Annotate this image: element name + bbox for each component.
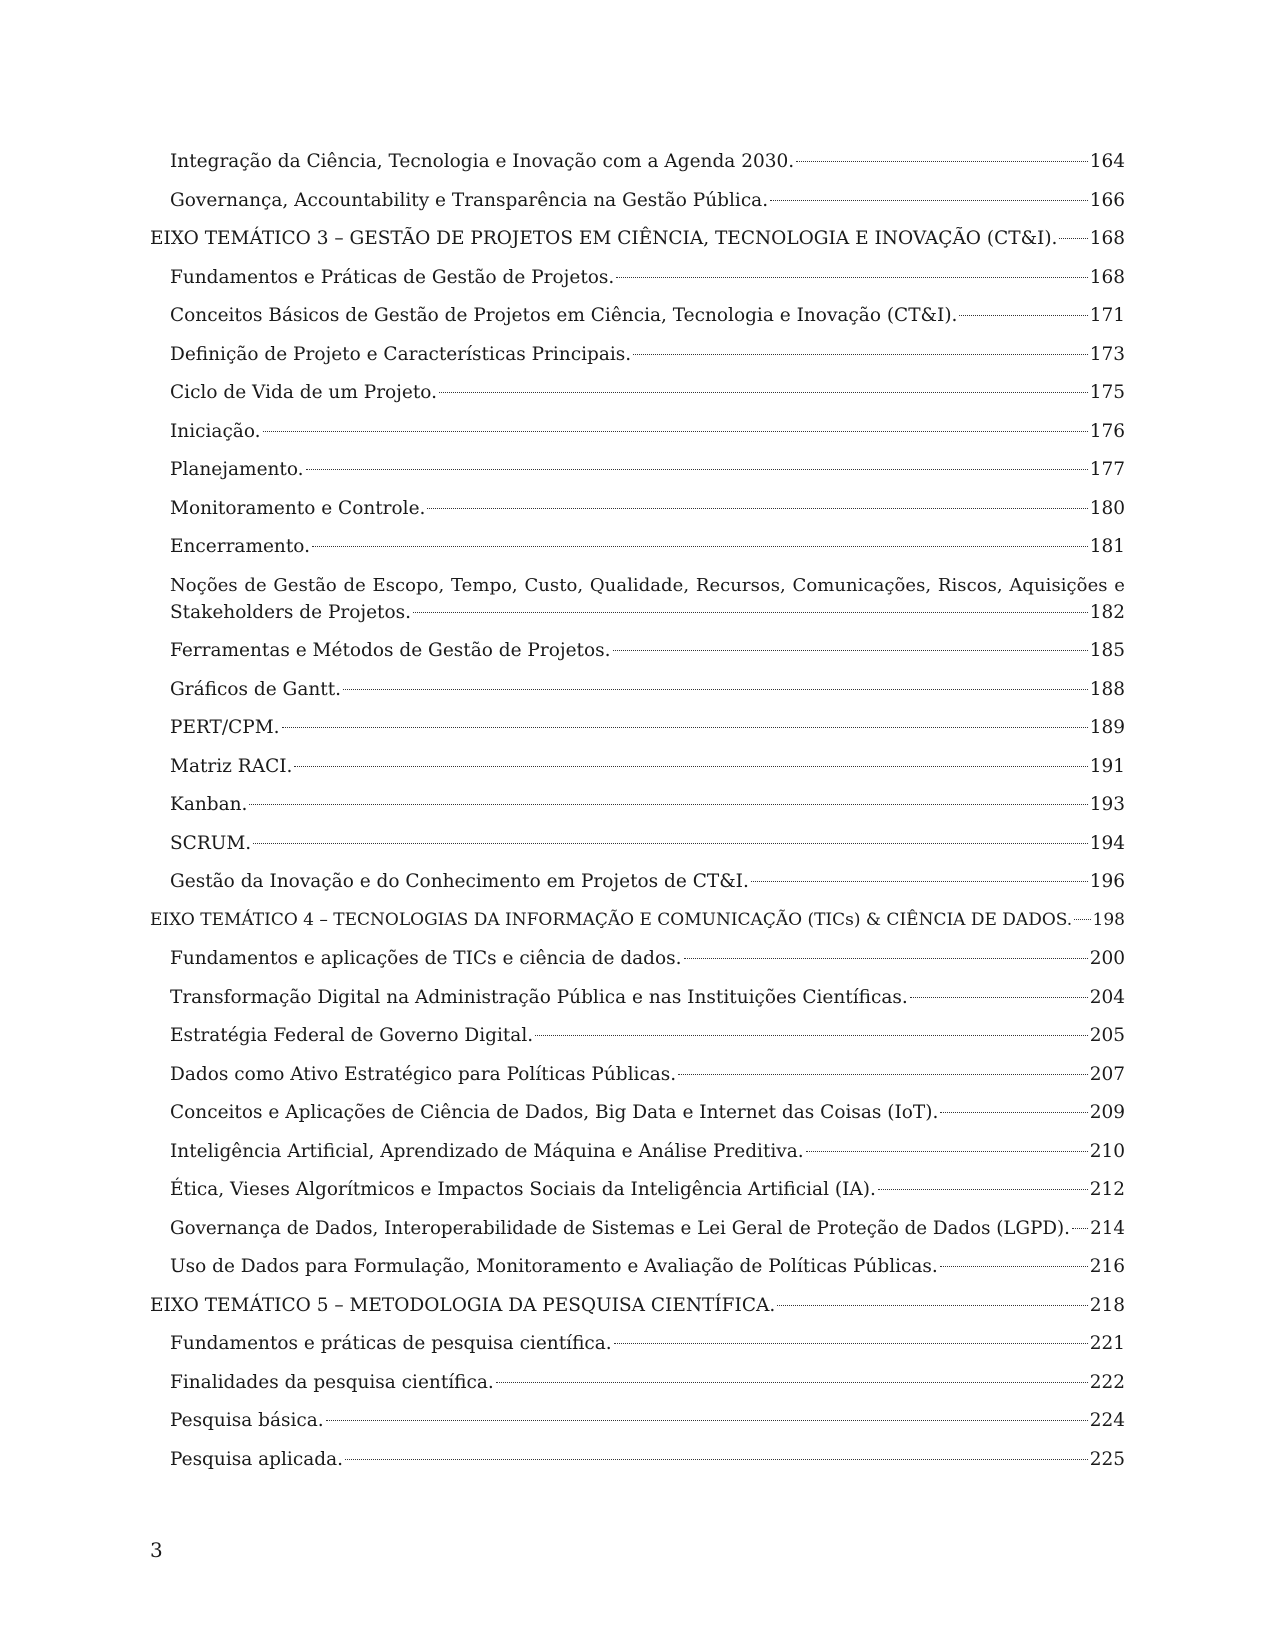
toc-entry-page: 214 [1090,1217,1125,1239]
toc-entry-title: Pesquisa aplicada. [170,1448,343,1470]
toc-entry-title: Ferramentas e Métodos de Gestão de Projetos. [170,640,611,661]
toc-entry[interactable] [150,1330,1125,1357]
toc-entry[interactable] [150,945,1125,972]
toc-entry[interactable] [150,572,1125,626]
toc-entry-title: Uso de Dados para Formulação, Monitoramento e Avaliação de Políticas Públicas. [170,1256,938,1277]
toc-entry-page: 166 [1089,189,1125,211]
toc-entry-title: Gestão da Inovação e do Conhecimento em Projetos de CT&I. [170,871,749,892]
dot-leader [343,689,1088,690]
toc-entry-page: 200 [1089,948,1125,969]
toc-entry-page: 181 [1089,536,1125,557]
toc-entry-title: Conceitos e Aplicações de Ciência de Dados, Big Data e Internet das Coisas (IoT). [170,1102,939,1123]
toc-entry-page: 171 [1089,305,1125,326]
toc-entry-title: Iniciação. [170,420,261,442]
toc-entry-page: 164 [1089,151,1125,172]
toc-entry-title: Fundamentos e aplicações de TICs e ciência de dados. [170,948,682,969]
toc-entry[interactable] [150,148,1125,175]
toc-entry-title-line1: Noções de Gestão de Escopo, Tempo, Custo, Qualidade, Recursos, Comunicações, Riscos, Aquisições e [170,574,1125,596]
toc-entry[interactable] [150,418,1125,445]
toc-entry-title: Fundamentos e Práticas de Gestão de Projetos. [170,266,615,288]
toc-entry[interactable] [150,533,1125,560]
toc-entry-page: 182 [1089,601,1125,623]
dot-leader [282,727,1088,728]
dot-leader [1059,238,1087,239]
toc-entry-title: Planejamento. [170,459,304,480]
toc-entry-page: 175 [1089,382,1125,403]
toc-entry-page: 207 [1089,1063,1125,1085]
dot-leader [312,546,1088,547]
dot-leader [684,958,1088,959]
toc-entry[interactable] [150,868,1125,895]
toc-entry-page: 168 [1089,266,1125,288]
toc-entry-page: 222 [1089,1371,1125,1393]
dot-leader [326,1420,1088,1421]
toc-entry-title: EIXO TEMÁTICO 4 – TECNOLOGIAS DA INFORMAÇÃO E COMUNICAÇÃO (TICs) & CIÊNCIA DE DADOS. [150,909,1073,930]
toc-entry-title: EIXO TEMÁTICO 5 – METODOLOGIA DA PESQUISA CIENTÍFICA. [150,1294,776,1316]
toc-entry[interactable] [150,1176,1125,1203]
toc-entry-page: 225 [1089,1448,1125,1470]
toc-entry-page: 173 [1089,343,1125,365]
toc-entry-title: Inteligência Artificial, Aprendizado de Máquina e Análise Preditiva. [170,1140,804,1162]
toc-entry-page: 189 [1089,717,1125,738]
toc-entry-title: Ciclo de Vida de um Projeto. [170,382,437,403]
dot-leader [496,1382,1088,1383]
toc-entry[interactable] [150,302,1125,329]
toc-entry-page: 210 [1089,1140,1125,1162]
toc-entry-page: 185 [1089,640,1125,661]
toc-section-entry[interactable] [150,1292,1125,1319]
toc-entry-title: Governança, Accountability e Transparência na Gestão Pública. [170,189,769,211]
dot-leader [751,881,1088,882]
dot-leader [777,1305,1087,1306]
toc-entry[interactable] [150,1215,1125,1242]
table-of-contents [150,148,1125,1484]
toc-entry[interactable] [150,791,1125,818]
toc-entry[interactable] [150,676,1125,703]
dot-leader [940,1112,1087,1113]
toc-entry-title: Matriz RACI. [170,755,293,777]
toc-entry[interactable] [150,341,1125,368]
dot-leader [1072,1228,1088,1229]
toc-entry-page: 205 [1089,1025,1125,1046]
toc-entry-title: Integração da Ciência, Tecnologia e Inovação com a Agenda 2030. [170,151,795,172]
toc-entry-page: 196 [1089,871,1125,892]
dot-leader [959,315,1087,316]
toc-entry-title: Fundamentos e práticas de pesquisa científica. [170,1333,612,1354]
toc-section-entry[interactable] [150,907,1125,934]
toc-entry-title: SCRUM. [170,832,252,854]
toc-entry-line2 [170,599,1125,626]
toc-entry[interactable] [150,1253,1125,1280]
toc-entry-page: 209 [1089,1102,1125,1123]
toc-entry-page: 168 [1089,228,1125,249]
page-number: 3 [150,1538,163,1562]
toc-entry[interactable] [150,1446,1125,1473]
toc-entry-title: Finalidades da pesquisa científica. [170,1371,494,1393]
toc-entry-title: Monitoramento e Controle. [170,497,426,519]
toc-entry[interactable] [150,495,1125,522]
toc-entry-title: Pesquisa básica. [170,1410,324,1431]
toc-entry[interactable] [150,714,1125,741]
dot-leader [253,843,1088,844]
dot-leader [678,1074,1088,1075]
toc-entry[interactable] [150,264,1125,291]
dot-leader [1074,919,1090,920]
toc-entry-page: 191 [1089,755,1125,777]
toc-entry[interactable] [150,187,1125,214]
toc-entry-title: Conceitos Básicos de Gestão de Projetos em Ciência, Tecnologia e Inovação (CT&I). [170,305,958,326]
toc-entry-page: 224 [1089,1410,1125,1431]
toc-entry[interactable] [150,379,1125,406]
dot-leader [910,997,1088,998]
toc-entry-title: Gráficos de Gantt. [170,678,342,700]
toc-entry-page: 218 [1089,1294,1125,1316]
dot-leader [535,1035,1088,1036]
toc-entry[interactable] [150,1369,1125,1396]
toc-entry-page: 212 [1089,1179,1125,1200]
toc-entry-title: Governança de Dados, Interoperabilidade de Sistemas e Lei Geral de Proteção de Dados (LGPD). [170,1217,1070,1239]
toc-entry-page: 204 [1089,986,1125,1008]
toc-entry[interactable] [150,1061,1125,1088]
toc-entry-title: Kanban. [170,794,248,815]
toc-entry-page: 180 [1089,497,1125,519]
toc-entry-title: Definição de Projeto e Características Principais. [170,343,632,365]
toc-entry[interactable] [150,984,1125,1011]
toc-entry-title: PERT/CPM. [170,717,280,738]
toc-entry-page: 194 [1089,832,1125,854]
dot-leader [345,1459,1088,1460]
toc-entry[interactable] [150,1138,1125,1165]
toc-entry-title: Encerramento. [170,536,310,557]
toc-entry[interactable] [150,637,1125,664]
toc-entry[interactable] [150,456,1125,483]
dot-leader [306,469,1088,470]
toc-entry-title: Estratégia Federal de Governo Digital. [170,1025,534,1046]
dot-leader [616,277,1087,278]
dot-leader [427,508,1087,509]
toc-entry-page: 198 [1092,909,1125,930]
toc-entry-page: 177 [1089,459,1125,480]
dot-leader [770,200,1088,201]
toc-entry-page: 193 [1089,794,1125,815]
dot-leader [249,804,1087,805]
dot-leader [294,766,1087,767]
toc-entry[interactable] [150,1022,1125,1049]
toc-entry[interactable] [150,830,1125,857]
dot-leader [614,1343,1088,1344]
dot-leader [796,161,1088,162]
toc-entry-page: 188 [1089,678,1125,700]
toc-entry[interactable] [150,753,1125,780]
dot-leader [806,1151,1088,1152]
dot-leader [413,612,1088,613]
toc-entry[interactable] [150,1099,1125,1126]
toc-entry-title: Dados como Ativo Estratégico para Políticas Públicas. [170,1063,677,1085]
toc-entry-title: Transformação Digital na Administração Pública e nas Instituições Científicas. [170,986,908,1008]
toc-entry-title: EIXO TEMÁTICO 3 – GESTÃO DE PROJETOS EM CIÊNCIA, TECNOLOGIA E INOVAÇÃO (CT&I). [150,228,1058,249]
dot-leader [633,354,1088,355]
toc-entry-title-line2: Stakeholders de Projetos. [170,601,412,623]
toc-entry-title: Ética, Vieses Algorítmicos e Impactos Sociais da Inteligência Artificial (IA). [170,1179,876,1200]
dot-leader [439,392,1088,393]
dot-leader [878,1189,1088,1190]
toc-entry-page: 216 [1089,1256,1125,1277]
dot-leader [613,650,1088,651]
dot-leader [940,1266,1088,1267]
dot-leader [263,431,1088,432]
toc-entry-page: 176 [1089,420,1125,442]
toc-entry[interactable] [150,1407,1125,1434]
toc-entry-page: 221 [1089,1333,1125,1354]
toc-section-entry[interactable] [150,225,1125,252]
